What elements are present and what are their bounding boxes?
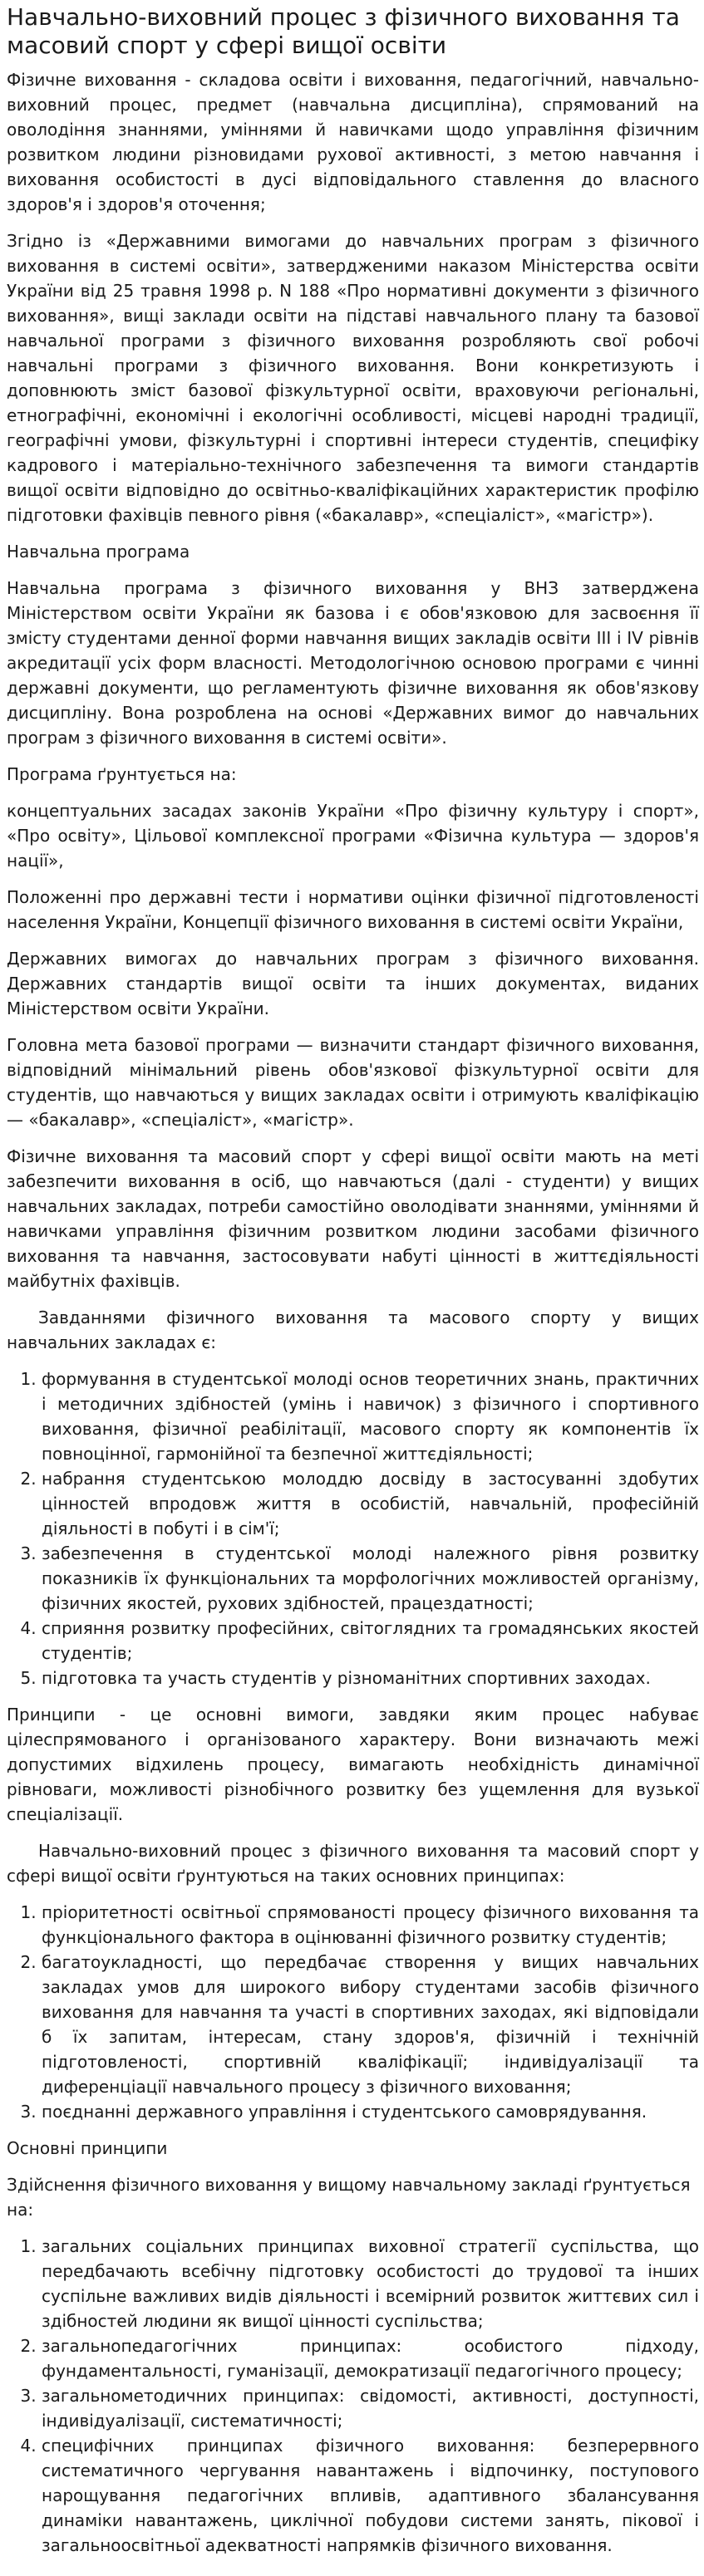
list-item: 1. формування в студентської молоді основ теоретичних знань, практичних і методичних здібностей (умінь і навичок) з фізичного і спортивного виховання, фізичної реабілітації, масового спорту як компонентів їх повноцінної, гармонійної та безпечної життєдіяльності; (42, 1367, 699, 1466)
list-item: 3. загальнометодичних принципах: свідомості, активності, доступності, індивідуалізації, систематичності; (42, 2383, 699, 2433)
basis-paragraph-1: концептуальних засадах законів України «Про фізичну культуру і спорт», «Про освіту», Цільової комплексної програми «Фізична культура — здоров'я нації», (7, 801, 699, 871)
tasks-list (7, 1367, 699, 1690)
list-item: 1. загальних соціальних принципах виховної стратегії суспільства, що передбачають всебічну підготовку особистості до трудової та інших суспільне важливих видів діяльності і всемірний розвиток життєвих сил і здібностей людини як вищої цінності суспільства; (42, 2234, 699, 2333)
principles-definition: Принципи - це основні вимоги, завдяки яким процес набуває цілеспрямованого і організованого характеру. Вони визначають межі допустимих відхилень процесу, вимагають необхідність динамічної рівноваги, можливості різнобічного розвитку без ущемлення для вузької спеціалізації. (7, 1705, 699, 1825)
standards-paragraph: Згідно із «Державними вимогами до навчальних програм з фізичного виховання в системі освіти», затвердженими наказом Міністерства освіти України від 25 травня 1998 р. N 188 «Про нормативні документи з фізичного виховання», вищі заклади освіти на підставі навчального плану та базової навчальної програми з фізичного виховання розробляють свої робочі навчальні програми з фізичного виховання. Вони конкретизують і доповнюють зміст базової фізкультурної освіти, враховуючи регіональні, етнографічні, економічні і екологічні особливості, місцеві народні традиції, географічні умови, фізкультурні і спортивні інтереси студентів, специфіку кадрового і матеріально-технічного забезпечення та вимоги стандартів вищої освіти відповідно до освітньо-кваліфікаційних характеристик профілю підготовки фахівців певного рівня («бакалавр», «спеціаліст», «магістр»). (7, 231, 699, 526)
basic-principles-heading: Основні принципи (7, 2138, 168, 2159)
list-item: 4. специфічних принципах фізичного виховання: безперервного систематичного чергування навантажень і відпочинку, поступового нарощування педагогічних впливів, адаптивного збалансування динаміки навантажень, циклічної побудови системи занять, пікової і загальноосвітньої адекватності напрямків фізичного виховання. (42, 2433, 699, 2558)
tasks-intro: Завданнями фізичного виховання та масового спорту у вищих навчальних закладах є: (7, 1308, 699, 1353)
list-item: 3. поєднанні державного управління і студентського самоврядування. (42, 2099, 699, 2124)
list-item: 3. забезпечення в студентської молоді належного рівня розвитку показників їх функціональних та морфологічних можливостей організму, фізичних якостей, рухових здібностей, працездатності; (42, 1541, 699, 1616)
list-item: 2. багатоукладності, що передбачає створення у вищих навчальних закладах умов для широкого вибору студентами засобів фізичного виховання для навчання та участі в спортивних заходах, які відповідали б їх запитам, інтересам, стану здоров'я, фізичній і технічній підготовленості, спортивній кваліфікації; індивідуалізації та диференціації навчального процесу з фізичного виховання; (42, 1950, 699, 2099)
mass-sport-paragraph: Фізичне виховання та масовий спорт у сфері вищої освіти мають на меті забезпечити виховання в осіб, що навчаються (далі - студенти) у вищих навчальних закладах, потреби самостійно оволодівати знаннями, уміннями й навичками управління фізичним розвитком людини засобами фізичного виховання та навчання, застосовувати набуті цінності в життєдіяльності майбутніх фахівців. (7, 1146, 699, 1292)
basis-paragraph-2: Положенні про державні тести і нормативи оцінки фізичної підготовленості населення України, Концепції фізичного виховання в системі освіти України, (7, 887, 699, 933)
intro-paragraph: Фізичне виховання - складова освіти і виховання, педагогічний, навчально-виховний процес, предмет (навчальна дисципліна), спрямований на оволодіння знаннями, уміннями й навичками щодо управління фізичним розвитком людини різновидами рухової активності, з метою навчання і виховання особистості в дусі відповідального ставлення до власного здоров'я і здоров'я оточення; (7, 70, 699, 215)
goal-paragraph: Головна мета базової програми — визначити стандарт фізичного виховання, відповідний мінімальний рівень обов'язкової фізкультурної освіти для студентів, що навчаються у вищих закладах освіти і отримують кваліфікацію — «бакалавр», «спеціаліст», «магістр». (7, 1035, 699, 1131)
principles-list (7, 1900, 699, 2124)
implementation-list (7, 2234, 699, 2558)
list-item: 1. пріоритетності освітньої спрямованості процесу фізичного виховання та функціонального фактора в оцінюванні фізичного розвитку студентів; (42, 1900, 699, 1950)
principles-intro: Навчально-виховний процес з фізичного виховання та масовий спорт у сфері вищої освіти ґрунтуються на таких основних принципах: (7, 1841, 699, 1887)
program-heading: Навчальна програма (7, 542, 190, 562)
list-item: 4. сприяння розвитку професійних, світоглядних та громадянських якостей студентів; (42, 1616, 699, 1666)
page-title: Навчально-виховний процес з фізичного виховання та масовий спорт у сфері вищої освіти (7, 3, 680, 59)
list-item: 2. набрання студентською молоддю досвіду в застосуванні здобутих цінностей впродовж життя в особистій, навчальній, професійній діяльності в побуті і в сім'ї; (42, 1466, 699, 1541)
list-item: 2. загальнопедагогічних принципах: особистого підходу, фундаментальності, гуманізації, демократизації педагогічного процесу; (42, 2333, 699, 2383)
program-paragraph: Навчальна програма з фізичного виховання у ВНЗ затверджена Міністерством освіти України як базова і є обов'язковою для засвоєння її змісту студентами денної форми навчання вищих закладів освіти III і IV рівнів акредитації усіх форм власності. Методологічною основою програми є чинні державні документи, що регламентують фізичне виховання як обов'язкову дисципліну. Вона розроблена на основі «Державних вимог до навчальних програм з фізичного виховання в системі освіти». (7, 578, 699, 748)
list-item: 5. підготовка та участь студентів у різноманітних спортивних заходах. (42, 1666, 699, 1690)
implementation-intro: Здійснення фізичного виховання у вищому навчальному закладі ґрунтується на: (7, 2175, 691, 2220)
basis-heading: Програма ґрунтується на: (7, 764, 237, 785)
basis-paragraph-3: Державних вимогах до навчальних програм з фізичного виховання. Державних стандартів вищої освіти та інших документах, виданих Міністерством освіти України. (7, 949, 699, 1019)
